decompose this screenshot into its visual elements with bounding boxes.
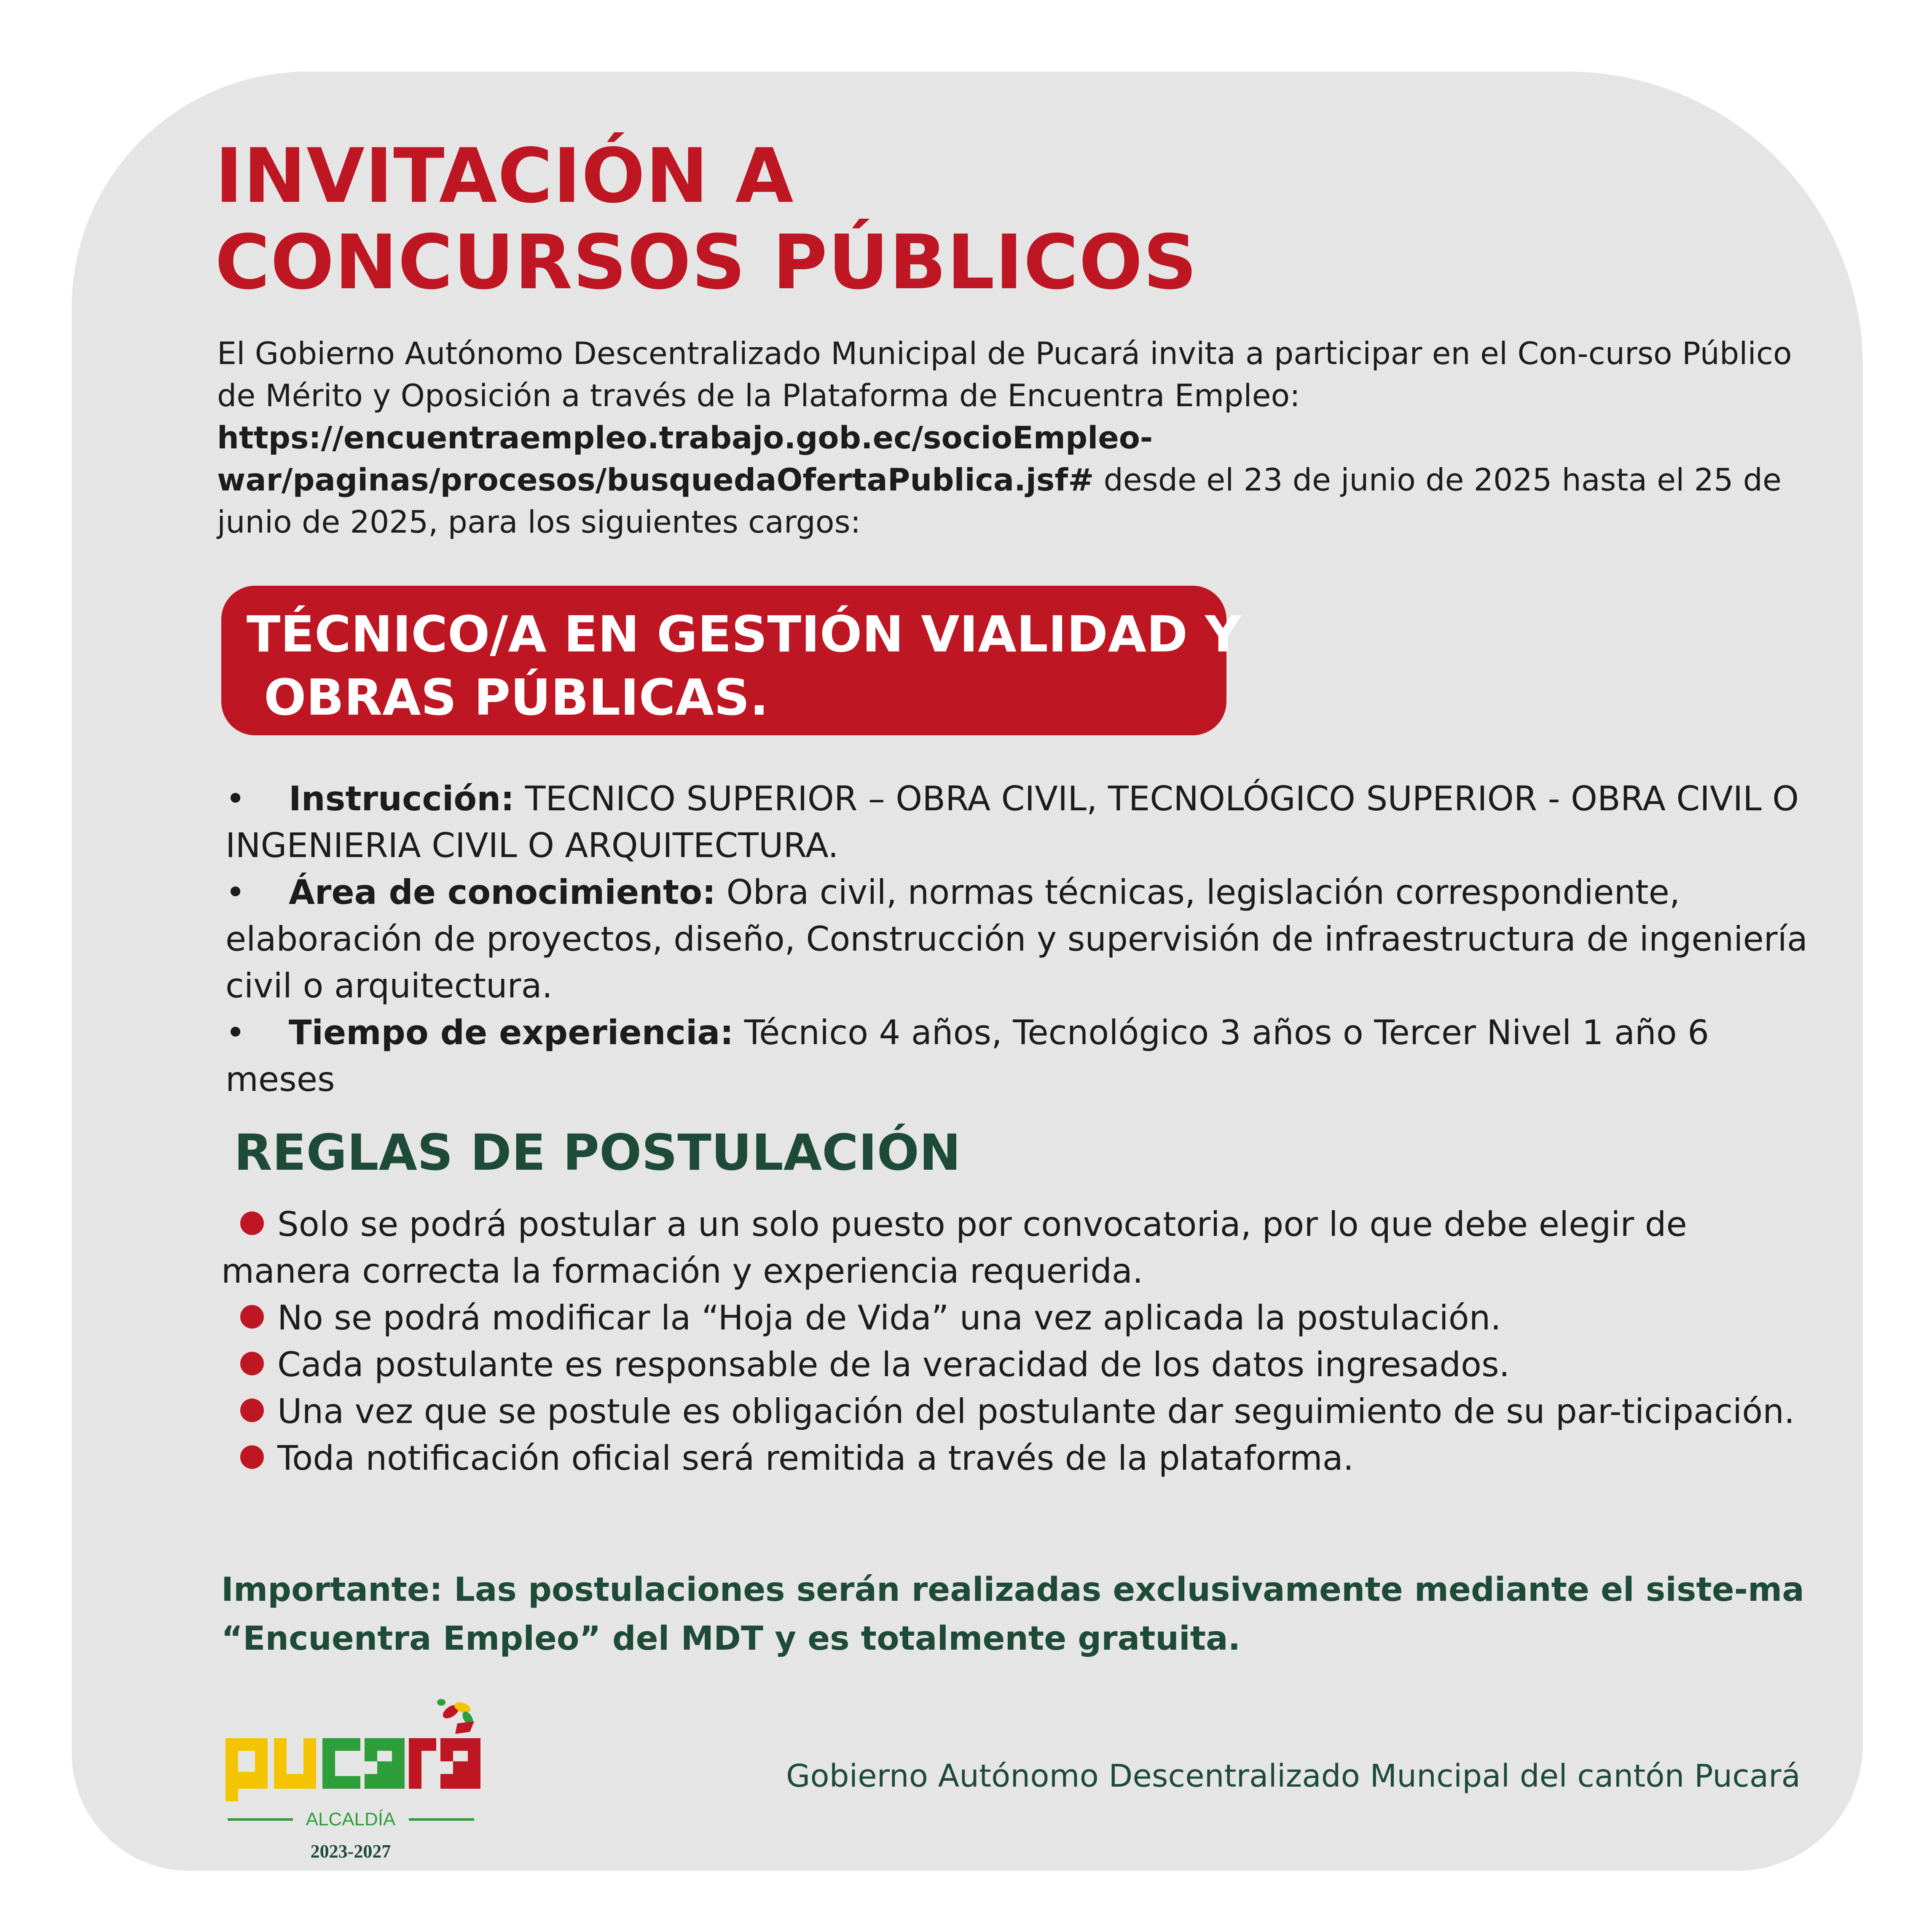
role-title xyxy=(247,603,1241,729)
intro-paragraph xyxy=(217,333,1802,544)
rule-text: Toda notificación oficial será remitida a través de la plataforma. xyxy=(277,1439,1354,1478)
bullet: • xyxy=(225,873,246,912)
logo-letter-a xyxy=(365,1738,405,1789)
requirement-item xyxy=(225,775,1810,869)
rule-text: Solo se podrá postular a un solo puesto por convocatoria, por lo que debe elegir de manera correcta la formación y experiencia requerida. xyxy=(221,1205,1687,1291)
logo-subtitle: ALCALDÍA xyxy=(306,1809,396,1830)
page-title xyxy=(215,133,1648,305)
red-dot-icon xyxy=(240,1445,264,1469)
requirement-text: Técnico 4 años, Tecnológico 3 años o Tercer Nivel 1 año 6 meses xyxy=(225,1013,1709,1099)
red-dot-icon xyxy=(240,1305,264,1329)
title-line-2: CONCURSOS PÚBLICOS xyxy=(215,219,1198,306)
requirement-item xyxy=(225,869,1810,1009)
title-line-1: INVITACIÓN A xyxy=(215,132,794,220)
rule-item xyxy=(221,1388,1806,1435)
rule-text: No se podrá modificar la “Hoja de Vida” una vez aplicada la postulación. xyxy=(277,1298,1501,1337)
rule-item xyxy=(221,1201,1806,1294)
requirement-text: TECNICO SUPERIOR – OBRA CIVIL, TECNOLÓGICO SUPERIOR - OBRA CIVIL O INGENIERIA CIVIL O ARQUITECTURA. xyxy=(225,779,1799,865)
requirement-text: Obra civil, normas técnicas, legislación correspondiente, elaboración de proyectos, diseño, Construcción y supervisión de infraestructura de ingeniería civil o arquitectura. xyxy=(225,873,1808,1005)
role-line-1: TÉCNICO/A EN GESTIÓN VIALIDAD Y xyxy=(247,605,1241,663)
intro-lead: El Gobierno Autónomo Descentralizado Municipal de Pucará invita a participar en el Con-curso Público de Mérito y Oposición a través de la Plataforma de Encuentra Empleo: xyxy=(217,336,1792,414)
bullet: • xyxy=(225,779,246,818)
logo-letter-c xyxy=(322,1738,360,1789)
rules-list xyxy=(221,1201,1806,1482)
requirement-label: Instrucción: xyxy=(289,779,515,818)
red-dot-icon xyxy=(240,1352,264,1375)
rule-item xyxy=(221,1435,1806,1482)
logo-years: 2023-2027 xyxy=(310,1841,391,1862)
requirements-list xyxy=(225,775,1810,1103)
rule-text: Una vez que se postule es obligación del postulante dar seguimiento de su par-ticipación. xyxy=(277,1392,1795,1431)
bullet: • xyxy=(225,1013,246,1052)
logo-letter-p xyxy=(225,1738,268,1801)
rule-item xyxy=(221,1294,1806,1341)
requirement-item xyxy=(225,1009,1810,1103)
footer-text: Gobierno Autónomo Descentralizado Muncipal del cantón Pucará xyxy=(786,1758,1801,1794)
requirement-label: Tiempo de experiencia: xyxy=(289,1013,734,1052)
important-notice: Importante: Las postulaciones serán realizadas exclusivamente mediante el siste-ma “Encuentra Empleo” del MDT y es totalmente gratuita. xyxy=(221,1571,1804,1658)
logo-letter-a-accent xyxy=(440,1721,480,1789)
rule-item xyxy=(221,1341,1806,1388)
logo-letter-r xyxy=(409,1738,436,1789)
pucara-logo xyxy=(221,1698,483,1862)
red-dot-icon xyxy=(240,1211,264,1235)
intro-tail: desde el 23 de junio de 2025 hasta el 25 de junio de 2025, para los siguientes cargos: xyxy=(217,462,1782,540)
requirement-label: Área de conocimiento: xyxy=(289,873,716,912)
platform-url-link[interactable]: https://encuentraempleo.trabajo.gob.ec/socioEmpleo-war/paginas/procesos/busquedaOfertaPublica.jsf# xyxy=(217,420,1153,498)
rule-text: Cada postulante es responsable de la veracidad de los datos ingresados. xyxy=(277,1345,1510,1384)
logo-letter-u xyxy=(274,1738,316,1789)
rules-heading: REGLAS DE POSTULACIÓN xyxy=(234,1123,961,1182)
red-dot-icon xyxy=(240,1399,264,1422)
role-line-2: OBRAS PÚBLICAS. xyxy=(247,668,769,726)
